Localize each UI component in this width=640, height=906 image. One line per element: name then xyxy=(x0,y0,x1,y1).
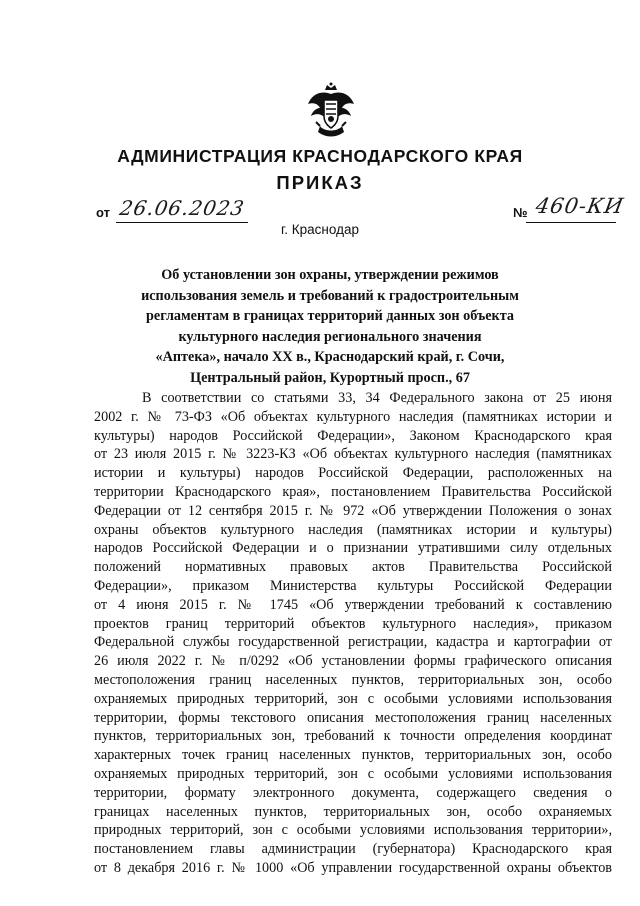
title-line: Об установлении зон охраны, утверждении режимов xyxy=(161,267,499,283)
title-line: Центральный район, Курортный просп., 67 xyxy=(190,369,470,386)
body-line: территории Краснодарского края», постановлением Правительства Российской xyxy=(94,483,612,500)
body-line: природных территорий, зон с особыми условиями использования территории», xyxy=(94,822,612,839)
body-line: охраняемых природных территорий, зон с особыми условиями использования xyxy=(94,690,612,707)
body-line: от 23 июля 2015 г. № 3223-КЗ «Об объектах культурного наследия (памятниках xyxy=(94,446,612,463)
body-line: Федеральной службы государственной регистрации, кадастра и картографии от xyxy=(94,634,612,651)
body-line: Федерации от 12 сентября 2015 г. № 972 «Об утверждении Положения о зонах xyxy=(94,502,612,519)
body-line: Федерации», приказом Министерства культуры Российской Федерации xyxy=(94,577,612,594)
body-line: народов Российской Федерации и о признании утратившими силу отдельных xyxy=(94,540,612,557)
body-line: охраны объектов культурного наследия (памятниках истории и культуры) xyxy=(94,521,612,538)
date-label: от xyxy=(96,205,110,220)
body-line: местоположения границ населенных пунктов, территориальных зон, особо xyxy=(94,671,612,688)
document-type: ПРИКАЗ xyxy=(276,172,364,193)
body-line: 26 июля 2022 г. № п/0292 «Об установлении формы графического описания xyxy=(94,653,612,670)
body-line: В соответствии со статьями 33, 34 Федерального закона от 25 июня xyxy=(142,390,612,406)
body-line: пунктов, территориальных зон, требований к точности определения координат xyxy=(94,728,612,745)
body-line: охраняемых природных территорий, зон с особыми условиями использования xyxy=(94,765,612,782)
body-line: характерных точек границ населенных пунктов, территориальных зон, особо xyxy=(94,747,612,764)
body-line: от 8 декабря 2016 г. № 1000 «Об управлении государственной охраны объектов xyxy=(94,859,612,876)
body-line: территории, формы текстового описания местоположения границ населенных xyxy=(94,709,612,726)
body-line: постановлением главы администрации (губернатора) Краснодарского края xyxy=(94,841,612,858)
document-body xyxy=(94,389,612,878)
body-line: от 4 июня 2015 г. № 1745 «Об утверждении требований к составлению xyxy=(94,596,612,613)
body-line: культуры) народов Российской Федерации», Законом Краснодарского края xyxy=(94,427,612,444)
number-label: № xyxy=(513,205,528,220)
title-line: использования земель и требований к градостроительным xyxy=(141,287,519,304)
document-title xyxy=(120,265,540,388)
krasnodar-coat-of-arms-icon xyxy=(306,82,356,138)
number-value: 460-КИ xyxy=(533,194,626,218)
body-line: проектов границ территорий объектов культурного наследия», приказом xyxy=(94,615,612,632)
body-line: границах населенных пунктов, территориальных зон, особо охраняемых xyxy=(94,803,612,820)
title-line: культурного наследия регионального значения xyxy=(178,328,482,345)
organization-name: АДМИНИСТРАЦИЯ КРАСНОДАРСКОГО КРАЯ xyxy=(117,146,523,166)
place-of-issue: г. Краснодар xyxy=(281,222,359,237)
body-line: положений нормативных правовых актов Правительства Российской xyxy=(94,559,612,576)
title-line: регламентам в границах территорий данных зон объекта xyxy=(146,308,514,324)
title-line: «Аптека», начало XX в., Краснодарский край, г. Сочи, xyxy=(155,349,505,365)
body-line: 2002 г. № 73-ФЗ «Об объектах культурного наследия (памятниках истории и xyxy=(94,408,612,425)
body-line: истории и культуры) народов Российской Федерации, расположенных на xyxy=(94,465,612,482)
body-line: территории, формату электронного документа, содержащего сведения о xyxy=(94,784,612,801)
date-value: 26.06.2023 xyxy=(117,196,247,220)
